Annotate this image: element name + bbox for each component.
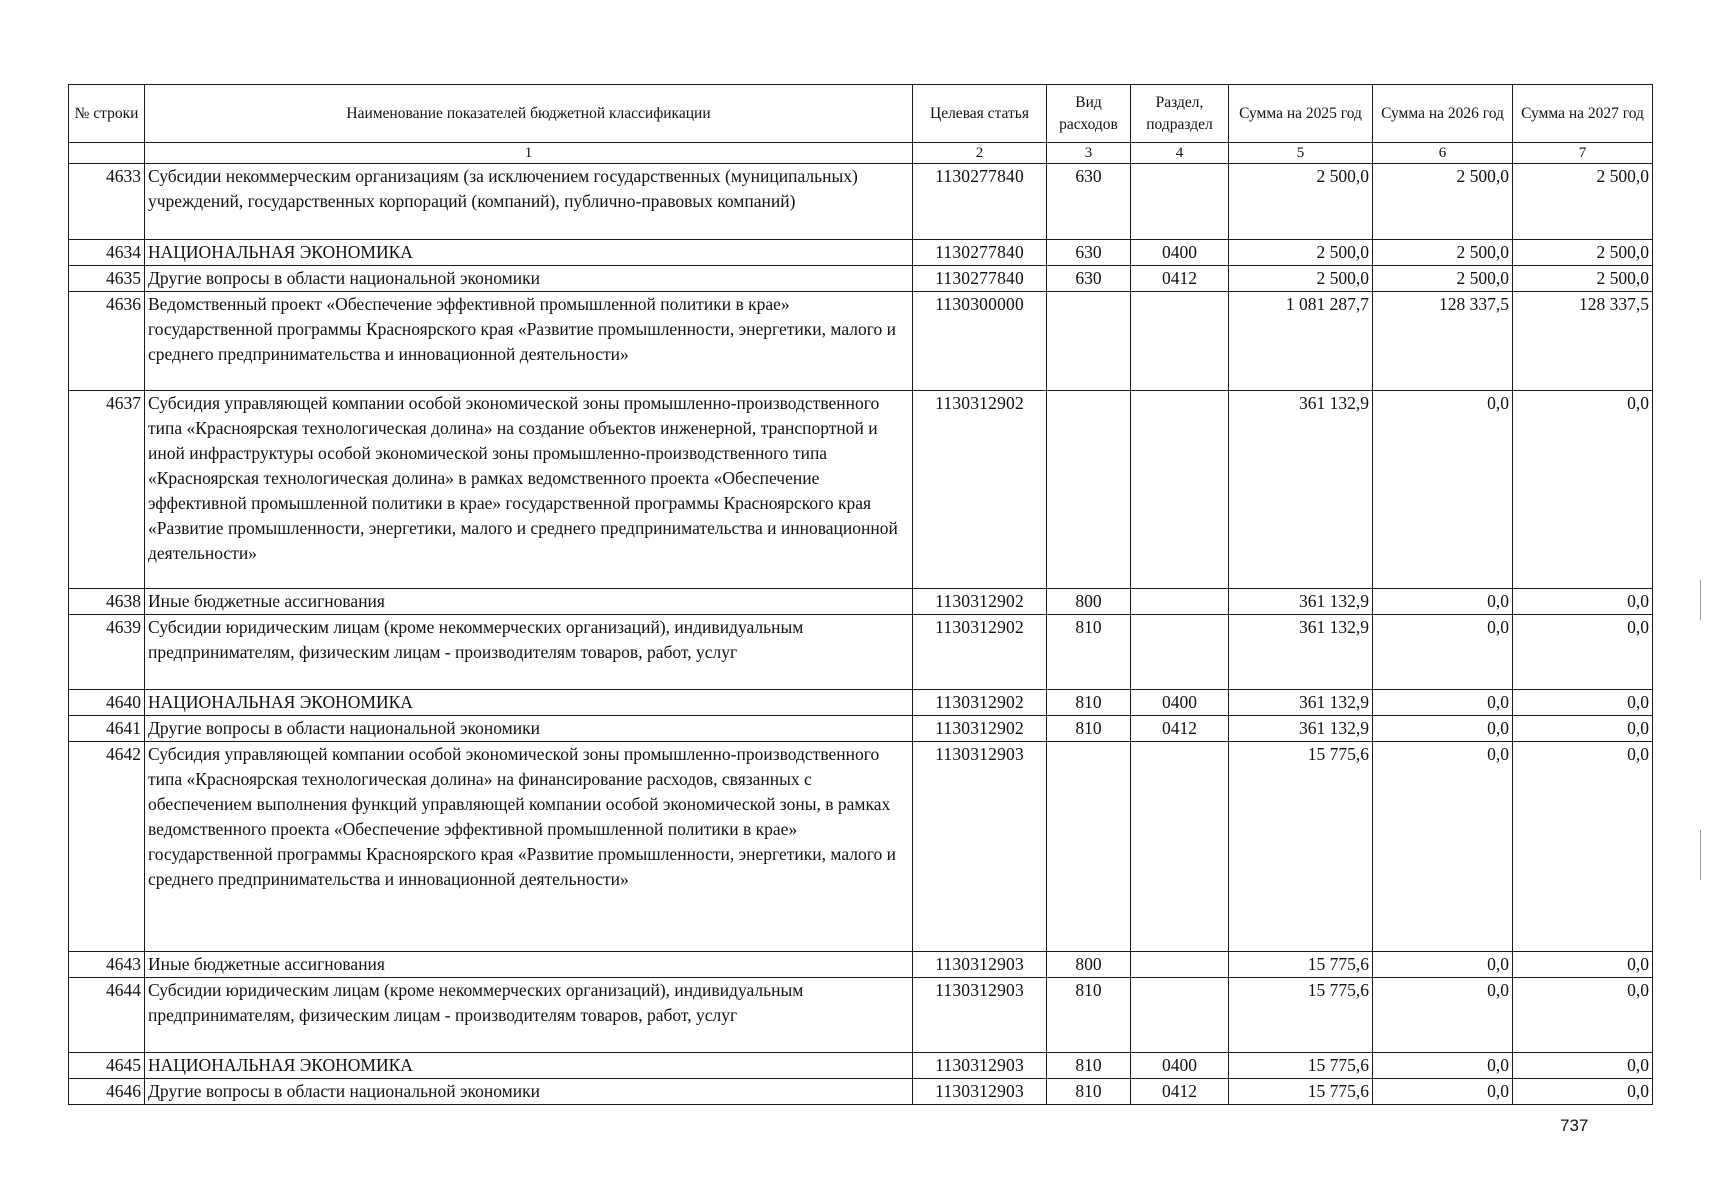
row-amount-2027: 2 500,0 (1513, 240, 1653, 266)
row-amount-2026: 0,0 (1373, 952, 1513, 978)
row-section-code: 0412 (1131, 1079, 1229, 1105)
row-target-code: 1130312903 (913, 952, 1047, 978)
row-amount-2025: 361 132,9 (1229, 589, 1373, 615)
row-amount-2026: 0,0 (1373, 1079, 1513, 1105)
row-section-code (1131, 978, 1229, 1053)
row-number: 4645 (69, 1053, 145, 1079)
row-number: 4638 (69, 589, 145, 615)
row-expense-kind: 800 (1047, 589, 1131, 615)
column-number: 7 (1513, 143, 1653, 164)
row-target-code: 1130312902 (913, 690, 1047, 716)
header-row-number: № строки (69, 85, 145, 143)
table-row (69, 292, 1653, 391)
scan-mark (1700, 830, 1701, 880)
row-name: Иные бюджетные ассигнования (145, 589, 913, 615)
row-section-code: 0412 (1131, 266, 1229, 292)
row-amount-2027: 0,0 (1513, 1079, 1653, 1105)
row-name: Иные бюджетные ассигнования (145, 952, 913, 978)
row-number: 4644 (69, 978, 145, 1053)
row-amount-2027: 2 500,0 (1513, 266, 1653, 292)
row-expense-kind: 810 (1047, 1079, 1131, 1105)
header-name: Наименование показателей бюджетной классификации (145, 85, 913, 143)
row-amount-2025: 361 132,9 (1229, 690, 1373, 716)
row-section-code (1131, 615, 1229, 690)
row-target-code: 1130312902 (913, 589, 1047, 615)
header-kind: Вид расходов (1047, 85, 1131, 143)
row-section-code (1131, 391, 1229, 589)
row-amount-2027: 0,0 (1513, 391, 1653, 589)
row-target-code: 1130312903 (913, 1053, 1047, 1079)
row-amount-2027: 0,0 (1513, 978, 1653, 1053)
row-target-code: 1130312903 (913, 978, 1047, 1053)
row-amount-2025: 15 775,6 (1229, 742, 1373, 952)
row-amount-2027: 0,0 (1513, 589, 1653, 615)
row-amount-2025: 15 775,6 (1229, 978, 1373, 1053)
table-row (69, 952, 1653, 978)
row-amount-2027: 0,0 (1513, 1053, 1653, 1079)
row-expense-kind (1047, 742, 1131, 952)
row-number: 4642 (69, 742, 145, 952)
row-expense-kind: 810 (1047, 690, 1131, 716)
row-target-code: 1130277840 (913, 240, 1047, 266)
row-name: Субсидии юридическим лицам (кроме некоммерческих организаций), индивидуальным предпринимателям, физическим лицам - производителям товаров, работ, услуг (145, 615, 913, 690)
table-row (69, 240, 1653, 266)
column-number: 4 (1131, 143, 1229, 164)
row-number: 4637 (69, 391, 145, 589)
row-expense-kind: 810 (1047, 1053, 1131, 1079)
row-name: Ведомственный проект «Обеспечение эффективной промышленной политики в крае» государственной программы Красноярского края «Развитие промышленности, энергетики, малого и среднего предпринимательства и инновационной деятельности» (145, 292, 913, 391)
column-number-row (69, 143, 1653, 164)
row-expense-kind: 630 (1047, 240, 1131, 266)
row-name: Субсидия управляющей компании особой экономической зоны промышленно-производственного типа «Красноярская технологическая долина» на создание объектов инженерной, транспортной и иной инфраструктуры особой экономической зоны промышленно-производственного типа «Красноярская технологическая долина» в рамках ведомственного проекта «Обеспечение эффективной промышленной политики в крае» государственной программы Красноярского края «Развитие промышленности, энергетики, малого и среднего предпринимательства и инновационной деятельности» (145, 391, 913, 589)
row-name: Другие вопросы в области национальной экономики (145, 1079, 913, 1105)
table-row (69, 1053, 1653, 1079)
row-expense-kind: 810 (1047, 978, 1131, 1053)
row-amount-2026: 0,0 (1373, 391, 1513, 589)
row-amount-2026: 0,0 (1373, 1053, 1513, 1079)
row-name: Субсидии юридическим лицам (кроме некоммерческих организаций), индивидуальным предпринимателям, физическим лицам - производителям товаров, работ, услуг (145, 978, 913, 1053)
row-amount-2025: 15 775,6 (1229, 1079, 1373, 1105)
row-expense-kind: 630 (1047, 266, 1131, 292)
row-name: НАЦИОНАЛЬНАЯ ЭКОНОМИКА (145, 690, 913, 716)
row-section-code: 0412 (1131, 716, 1229, 742)
row-amount-2027: 0,0 (1513, 952, 1653, 978)
row-amount-2027: 0,0 (1513, 716, 1653, 742)
budget-table (68, 84, 1653, 1105)
row-amount-2027: 2 500,0 (1513, 164, 1653, 240)
header-2025: Сумма на 2025 год (1229, 85, 1373, 143)
row-name: Субсидия управляющей компании особой экономической зоны промышленно-производственного типа «Красноярская технологическая долина» на финансирование расходов, связанных с обеспечением выполнения функций управляющей компании особой экономической зоны, в рамках ведомственного проекта «Обеспечение эффективной промышленной политики в крае» государственной программы Красноярского края «Развитие промышленности, энергетики, малого и среднего предпринимательства и инновационной деятельности» (145, 742, 913, 952)
row-name: Субсидии некоммерческим организациям (за исключением государственных (муниципальных) учреждений, государственных корпораций (компаний), публично-правовых компаний) (145, 164, 913, 240)
row-amount-2027: 128 337,5 (1513, 292, 1653, 391)
row-section-code (1131, 589, 1229, 615)
row-amount-2025: 2 500,0 (1229, 240, 1373, 266)
row-amount-2026: 0,0 (1373, 978, 1513, 1053)
row-target-code: 1130277840 (913, 164, 1047, 240)
row-number: 4633 (69, 164, 145, 240)
row-amount-2027: 0,0 (1513, 615, 1653, 690)
table-header-row (69, 85, 1653, 143)
row-section-code (1131, 952, 1229, 978)
row-number: 4643 (69, 952, 145, 978)
row-number: 4641 (69, 716, 145, 742)
row-amount-2025: 15 775,6 (1229, 1053, 1373, 1079)
row-expense-kind: 800 (1047, 952, 1131, 978)
row-amount-2026: 128 337,5 (1373, 292, 1513, 391)
row-expense-kind: 810 (1047, 615, 1131, 690)
table-row (69, 1079, 1653, 1105)
table-body (69, 164, 1653, 1105)
row-section-code: 0400 (1131, 690, 1229, 716)
row-target-code: 1130312903 (913, 742, 1047, 952)
row-section-code: 0400 (1131, 1053, 1229, 1079)
row-number: 4639 (69, 615, 145, 690)
row-section-code (1131, 292, 1229, 391)
column-number: 3 (1047, 143, 1131, 164)
row-amount-2027: 0,0 (1513, 742, 1653, 952)
column-number (69, 143, 145, 164)
table-row (69, 690, 1653, 716)
row-target-code: 1130312902 (913, 716, 1047, 742)
column-number: 2 (913, 143, 1047, 164)
row-name: НАЦИОНАЛЬНАЯ ЭКОНОМИКА (145, 240, 913, 266)
row-amount-2025: 1 081 287,7 (1229, 292, 1373, 391)
header-section: Раздел, подраздел (1131, 85, 1229, 143)
row-number: 4646 (69, 1079, 145, 1105)
row-name: Другие вопросы в области национальной экономики (145, 716, 913, 742)
row-target-code: 1130312903 (913, 1079, 1047, 1105)
row-amount-2026: 0,0 (1373, 615, 1513, 690)
row-amount-2025: 361 132,9 (1229, 391, 1373, 589)
row-target-code: 1130300000 (913, 292, 1047, 391)
column-number: 1 (145, 143, 913, 164)
table-row (69, 164, 1653, 240)
row-number: 4634 (69, 240, 145, 266)
row-amount-2026: 2 500,0 (1373, 240, 1513, 266)
table-row (69, 589, 1653, 615)
header-target: Целевая статья (913, 85, 1047, 143)
table-row (69, 391, 1653, 589)
row-amount-2027: 0,0 (1513, 690, 1653, 716)
row-amount-2025: 15 775,6 (1229, 952, 1373, 978)
table-row (69, 716, 1653, 742)
row-amount-2025: 361 132,9 (1229, 615, 1373, 690)
row-amount-2026: 2 500,0 (1373, 266, 1513, 292)
row-expense-kind: 810 (1047, 716, 1131, 742)
row-section-code (1131, 164, 1229, 240)
budget-sheet (68, 84, 1653, 1105)
table-row (69, 266, 1653, 292)
column-number: 5 (1229, 143, 1373, 164)
row-expense-kind (1047, 391, 1131, 589)
row-amount-2025: 2 500,0 (1229, 164, 1373, 240)
row-number: 4635 (69, 266, 145, 292)
row-section-code (1131, 742, 1229, 952)
row-target-code: 1130312902 (913, 615, 1047, 690)
row-amount-2026: 0,0 (1373, 690, 1513, 716)
scan-mark (1700, 580, 1701, 620)
table-row (69, 742, 1653, 952)
row-target-code: 1130312902 (913, 391, 1047, 589)
header-2026: Сумма на 2026 год (1373, 85, 1513, 143)
page-number: 737 (1560, 1116, 1589, 1135)
row-name: НАЦИОНАЛЬНАЯ ЭКОНОМИКА (145, 1053, 913, 1079)
row-amount-2026: 2 500,0 (1373, 164, 1513, 240)
row-target-code: 1130277840 (913, 266, 1047, 292)
row-amount-2026: 0,0 (1373, 716, 1513, 742)
row-number: 4636 (69, 292, 145, 391)
row-section-code: 0400 (1131, 240, 1229, 266)
row-amount-2025: 361 132,9 (1229, 716, 1373, 742)
column-number: 6 (1373, 143, 1513, 164)
row-amount-2025: 2 500,0 (1229, 266, 1373, 292)
header-2027: Сумма на 2027 год (1513, 85, 1653, 143)
row-expense-kind (1047, 292, 1131, 391)
row-name: Другие вопросы в области национальной экономики (145, 266, 913, 292)
table-row (69, 978, 1653, 1053)
row-amount-2026: 0,0 (1373, 589, 1513, 615)
row-number: 4640 (69, 690, 145, 716)
table-row (69, 615, 1653, 690)
row-expense-kind: 630 (1047, 164, 1131, 240)
row-amount-2026: 0,0 (1373, 742, 1513, 952)
